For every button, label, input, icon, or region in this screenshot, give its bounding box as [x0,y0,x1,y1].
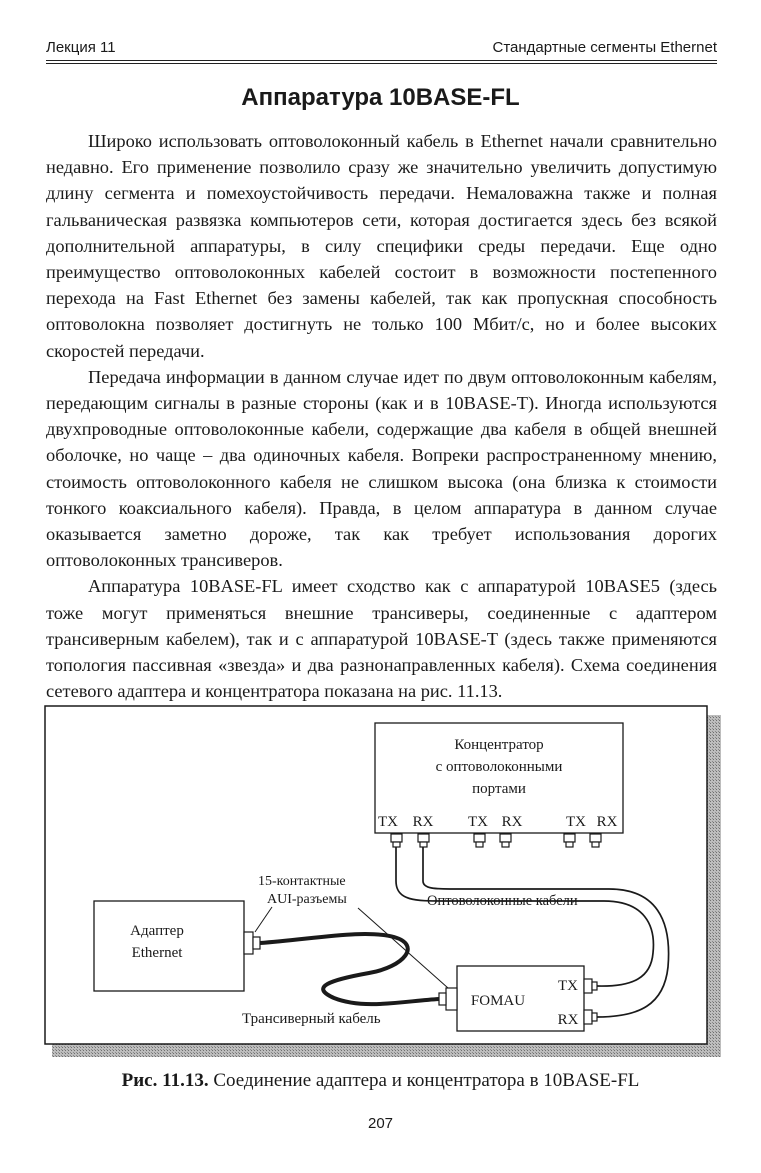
hub-port-label: RX [412,814,434,830]
paragraph-3: Аппаратура 10BASE-FL имеет сходство как с аппаратурой 10BASE5 (здесь тоже могут применяться внешние трансиверы, соединенные с адаптером трансиверным кабелем), так и с аппаратурой 10BASE-T (здесь также применяются топология пассивная «звезда» и два разнонаправленных кабеля). Схема соединения сетевого адаптера и концентратора показана на рис. 11.13. [46,576,717,702]
hub-label-3: портами [472,781,526,797]
hub-port-label: RX [501,814,523,830]
aui-label-2: AUI-разъемы [267,892,347,907]
paragraph-2: Передача информации в данном случае идет по двум оптоволоконным кабелям, передающим сигналы в разные стороны (как и в 10BASE-T). Иногда используются двухпроводные оптоволоконные кабели, содержащие два кабеля в общей внешней оболочке, но чаще – два одиночных кабеля. Вопреки распространенному мнению, стоимость оптоволоконного кабеля не слишком высока (она близка к стоимости тонкого коаксиального кабеля). Правда, в целом аппаратура в данном случае оказывается заметно дороже, так как требует использования дорогих оптоволоконных трансиверов. [46,366,717,571]
connection-diagram [44,705,721,1057]
fomau-label: FOMAU [470,993,526,1009]
header-rule-thin [46,63,717,64]
figure-caption [0,1070,761,1092]
hub-port-label: TX [468,814,488,830]
transceiver-cable-label: Трансиверный кабель [242,1011,381,1027]
adapter-label-1: Адаптер [130,923,184,939]
caption-text: Соединение адаптера и концентратора в 10BASE-FL [213,1070,640,1091]
fomau-tx-label: TX [558,978,578,994]
header-section: Стандартные сегменты Ethernet [492,39,717,56]
hub-port-label: TX [378,814,398,830]
adapter-label-2: Ethernet [131,945,183,961]
body-text [46,128,717,704]
hub-label-2: с оптоволоконными [435,759,563,775]
fiber-cables-label: Оптоволоконные кабели [427,893,578,909]
page-number: 207 [367,1115,394,1132]
caption-number: Рис. 11.13. [121,1070,209,1091]
paragraph-1: Широко использовать оптоволоконный кабель в Ethernet начали сравнительно недавно. Его применение позволило сразу же значительно увеличить допустимую длину сегмента и помехоустойчивость передачи. Немаловажна также и полная гальваническая развязка компьютеров сети, которая достигается здесь без всякой дополнительной аппаратуры, в силу специфики среды передачи. Еще одно преимущество оптоволоконных кабелей состоит в возможности постепенного перехода на Fast Ethernet без замены кабелей, так как пропускная способность оптоволокна позволяет достигнуть не только 100 Мбит/с, но и более высоких скоростей передачи. [46,131,717,361]
aui-label-1: 15-контактные [258,874,346,889]
fomau-rx-label: RX [557,1012,579,1028]
hub-port-label: TX [566,814,586,830]
section-title: Аппаратура 10BASE-FL [241,84,520,111]
running-header [46,39,717,59]
header-rule [46,60,717,61]
hub-label-1: Концентратор [454,737,544,753]
header-lecture: Лекция 11 [46,39,116,56]
hub-port-label: RX [596,814,618,830]
